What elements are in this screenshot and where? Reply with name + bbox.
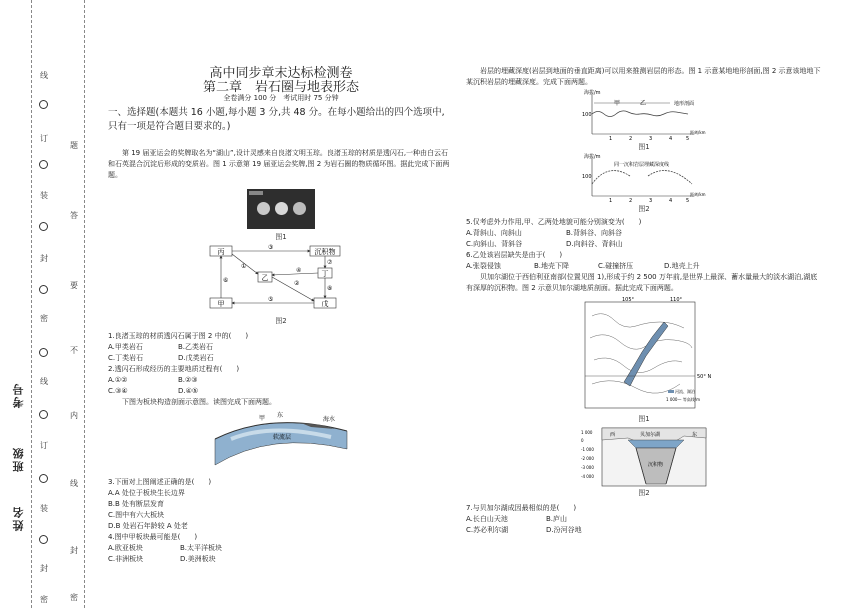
x-tick: 3 — [649, 198, 653, 204]
binding-inner-mark: 题 — [70, 141, 78, 150]
binding-inner-mark: 答 — [70, 211, 78, 220]
binding-inner-mark: 线 — [70, 479, 78, 488]
class-label: 班级 — [12, 446, 25, 472]
q2-option-d[interactable]: D.④⑤ — [178, 387, 199, 395]
arrow-label: ⑦ — [327, 259, 333, 266]
x-tick: 1 — [609, 198, 613, 204]
x-tick: 1 — [609, 136, 613, 142]
fig1-caption: 图1 — [275, 233, 287, 241]
binding-inner-mark: 要 — [70, 281, 78, 290]
plate-label-east: 东 — [277, 412, 284, 419]
arrow-label: ④ — [296, 267, 302, 274]
q4-options-cd — [108, 554, 454, 565]
q4-option-d[interactable]: D.美洲板块 — [180, 555, 216, 563]
q1-option-c[interactable]: C.丁类岩石 — [108, 354, 144, 362]
q4-stem: 4.图中甲板块最可能是( ) — [108, 533, 198, 541]
section-ytick: -4 000 — [581, 474, 594, 479]
q5-option-a[interactable]: A.背斜山、向斜山 — [466, 229, 522, 237]
q5-option-d[interactable]: D.向斜谷、背斜山 — [566, 240, 623, 248]
burial-depth-chart — [582, 154, 706, 204]
q2-option-a[interactable]: A.①② — [108, 376, 128, 384]
binding-mark: 订 — [40, 134, 48, 143]
x-tick: 2 — [629, 198, 633, 204]
node-yi: 乙 — [261, 274, 269, 282]
q4-option-b[interactable]: B.太平洋板块 — [180, 544, 223, 552]
binding-hole — [39, 100, 48, 109]
binding-line-inner — [84, 0, 85, 608]
binding-hole — [39, 222, 48, 231]
x-tick: 5 — [686, 136, 690, 142]
q1-stem: 1.良渚玉琮的材质透闪石属于图 2 中的( ) — [108, 332, 249, 340]
baikal-intro: 贝加尔湖位于西伯利亚南部(位置见图 1),形成于约 2 500 万年前,是世界上最深、蓄水量最大的淡水湖泊,湖底有深厚的沉积物。图 2 示意贝加尔湖地质剖面。据此完成下面两题。 — [466, 273, 818, 292]
q4-option-c[interactable]: C.非洲板块 — [108, 555, 144, 563]
section-sediment: 沉积物 — [648, 462, 664, 468]
terrain-intro: 岩层的埋藏深度(岩层到地面的垂直距离)可以用来推测岩层的形态。图 1 示意某地地形剖面,图 2 示意该地地下某沉积岩层的埋藏深度。完成下面两题。 — [466, 67, 821, 86]
left-column — [108, 68, 454, 565]
q6-option-c[interactable]: C.碰撞挤压 — [598, 262, 634, 270]
binding-hole — [39, 535, 48, 544]
x-tick: 4 — [669, 136, 673, 142]
binding-mark: 线 — [40, 71, 48, 80]
node-wu: 戊 — [321, 300, 329, 308]
binding-mark: 封 — [40, 254, 48, 263]
binding-mark: 密 — [40, 314, 48, 323]
binding-mark: 装 — [40, 191, 48, 200]
map-lon2: 110° — [670, 297, 683, 303]
q5-options-cd — [466, 239, 822, 250]
q6-option-d[interactable]: D.地壳上升 — [664, 262, 700, 270]
section-ytick: -1 000 — [581, 447, 594, 452]
baikal-section-caption: 图2 — [638, 489, 650, 497]
paper-title: 高中同步章末达标检测卷 — [209, 66, 353, 81]
axis-ylabel: 海拔/m — [584, 90, 601, 96]
map-lat: 50° N — [697, 374, 712, 380]
x-tick: 3 — [649, 136, 653, 142]
q3-option-d[interactable]: D.B 处岩石年龄较 A 处老 — [108, 522, 188, 530]
x-tick: 4 — [669, 198, 673, 204]
plate-label-jia: 甲 — [259, 415, 266, 422]
node-bing: 丙 — [217, 248, 225, 256]
q2-options-cd — [108, 386, 454, 397]
q3-option-a[interactable]: A.A 处位于板块生长边界 — [108, 489, 185, 497]
q6-stem: 6.乙处该岩层缺失是由于( ) — [466, 251, 563, 259]
q2-stem: 2.透闪石形成经历的主要地质过程有( ) — [108, 365, 240, 373]
arrow-label: ② — [294, 280, 300, 287]
binding-mark: 订 — [40, 441, 48, 450]
q7-options-cd — [466, 525, 822, 536]
rock-cycle-diagram — [206, 244, 356, 316]
q2-options-ab — [108, 375, 454, 386]
exam-number-label: 考号 — [12, 382, 25, 408]
section-east: 东 — [692, 432, 698, 438]
binding-mark: 线 — [40, 377, 48, 386]
q4-option-a[interactable]: A.欧亚板块 — [108, 544, 143, 552]
terrain-fig1-caption: 图1 — [638, 143, 650, 151]
exam-meta: 全卷满分 100 分 考试用时 75 分钟 — [223, 94, 339, 102]
binding-line-outer — [31, 0, 32, 608]
node-sediment: 沉积物 — [314, 248, 336, 256]
x-tick: 5 — [686, 198, 690, 204]
q3-option-c[interactable]: C.图中有六大板块 — [108, 511, 165, 519]
right-column — [466, 66, 822, 536]
q3-stem: 3.下面对上图阐述正确的是( ) — [108, 478, 212, 486]
binding-hole — [39, 160, 48, 169]
binding-inner-mark: 密 — [70, 593, 78, 602]
x-tick: 2 — [629, 136, 633, 142]
section-ytick: -3 000 — [581, 465, 594, 470]
q4-options-ab — [108, 543, 454, 554]
baikal-map-caption: 图1 — [638, 415, 650, 423]
section-ytick: -2 000 — [581, 456, 594, 461]
x-unit: 距离/km — [690, 130, 706, 135]
q1-options-ab — [108, 342, 454, 353]
map-legend-contour: 1 000— 等高线/m — [666, 397, 700, 402]
q5-option-c[interactable]: C.向斜山、背斜谷 — [466, 240, 523, 248]
terrain-label-jia: 甲 — [614, 100, 621, 107]
burial-legend: 同一沉积岩层埋藏深度线 — [614, 162, 670, 168]
fig2-caption: 图2 — [275, 317, 287, 325]
q1-intro: 第 19 届亚运会的奖牌取名为“湖山”,设计灵感来自良渚文明玉琮。良渚玉琮的材质是透闪石,一种由白云石和石英混合沉淀后形成的变质岩。图 1 示意第 19 届亚运会奖牌,图 2 为岩石圈的物质循环图。据此完成下面两题。 — [108, 149, 450, 179]
q7-stem: 7.与贝加尔湖成因最相似的是( ) — [466, 504, 577, 512]
section-west: 西 — [610, 432, 616, 438]
binding-mark: 装 — [40, 504, 48, 513]
q6-option-a[interactable]: A.张裂侵蚀 — [466, 262, 501, 270]
q2-option-c[interactable]: C.③④ — [108, 387, 128, 395]
binding-inner-mark: 不 — [70, 346, 78, 355]
x-unit: 距离/km — [690, 192, 706, 197]
binding-inner-mark: 内 — [70, 411, 78, 420]
q1-option-d[interactable]: D.戊类岩石 — [178, 354, 214, 362]
q7-option-a[interactable]: A.长白山天池 — [466, 515, 508, 523]
q5-options-ab — [466, 228, 822, 239]
terrain-profile-chart — [582, 90, 706, 142]
arrow-label: ③ — [268, 244, 274, 251]
terrain-label-yi: 乙 — [640, 100, 647, 107]
medal-photo — [247, 189, 315, 229]
terrain-fig2-caption: 图2 — [638, 205, 650, 213]
q6-options — [466, 261, 822, 272]
arrow-label: ⑧ — [327, 285, 333, 292]
name-label: 姓名 — [12, 505, 25, 531]
arrow-label: ① — [241, 263, 247, 270]
axis-y100: 100 — [582, 174, 592, 180]
q2-option-b[interactable]: B.②③ — [178, 376, 198, 384]
axis-ylabel: 海拔/m — [584, 154, 601, 160]
baikal-location-map — [584, 296, 712, 414]
plate-label-ocean: 海水 — [323, 416, 336, 423]
q5-option-b[interactable]: B.背斜谷、向斜谷 — [566, 229, 623, 237]
q7-option-b[interactable]: B.庐山 — [546, 515, 568, 523]
binding-hole — [39, 474, 48, 483]
q1-options-cd — [108, 353, 454, 364]
q5-stem: 5.仅考虑外力作用,甲、乙两处地貌可能分别演变为( ) — [466, 218, 642, 226]
q1-option-a[interactable]: A.甲类岩石 — [108, 343, 143, 351]
chapter-title: 第二章 岩石圈与地表形态 — [202, 80, 359, 95]
binding-hole — [39, 410, 48, 419]
arrow-label: ⑥ — [223, 277, 229, 284]
binding-mark: 密 — [40, 595, 48, 604]
q3-option-b[interactable]: B.B 处有断层发育 — [108, 500, 165, 508]
node-ding: 丁 — [321, 270, 329, 278]
binding-inner-mark: 封 — [70, 546, 78, 555]
binding-hole — [39, 285, 48, 294]
axis-y100: 100 — [582, 112, 592, 118]
map-lon1: 105° — [622, 297, 635, 303]
plate-intro: 下图为板块构造剖面示意图。读图完成下面两题。 — [122, 398, 276, 406]
terrain-legend: 地形剖面 — [674, 101, 695, 107]
q7-options-ab — [466, 514, 822, 525]
q7-option-c[interactable]: C.苏必利尔湖 — [466, 526, 509, 534]
node-jia: 甲 — [217, 300, 225, 308]
arrow-label: ⑤ — [268, 296, 274, 303]
map-legend-water: 河流、湖泊 — [675, 389, 695, 394]
q6-option-b[interactable]: B.地壳下降 — [534, 262, 570, 270]
binding-hole — [39, 348, 48, 357]
section-heading: 一、选择题(本题共 16 小题,每小题 3 分,共 48 分。在每小题给出的四个选项中,只有一项是符合题目要求的。) — [108, 107, 445, 132]
section-ytick: 1 000 — [581, 430, 593, 435]
baikal-geologic-section — [580, 426, 708, 488]
plate-label-asthenosphere: 软流层 — [273, 434, 292, 441]
section-ytick: 0 — [581, 438, 584, 443]
plate-section-diagram — [211, 409, 351, 471]
q1-option-b[interactable]: B.乙类岩石 — [178, 343, 214, 351]
binding-mark: 封 — [40, 564, 48, 573]
section-lake: 贝加尔湖 — [640, 432, 661, 438]
q7-option-d[interactable]: D.汾河谷地 — [546, 526, 582, 534]
